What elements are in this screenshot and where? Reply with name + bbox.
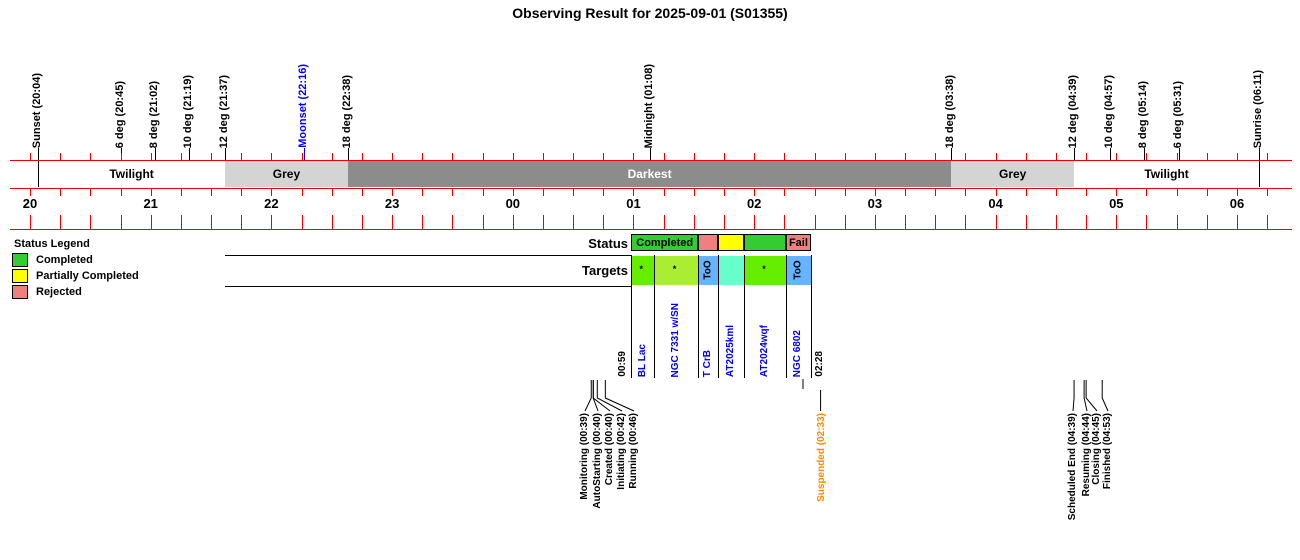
axis-tick (60, 188, 61, 196)
hour-label: 21 (143, 196, 158, 211)
annotation-leader-line (1086, 380, 1097, 411)
axis-tick (664, 153, 665, 160)
axis-tick (935, 188, 936, 196)
schedule-line (225, 255, 631, 256)
axis-tick (996, 188, 997, 196)
sky-event-label: 12 deg (04:39) (1067, 74, 1080, 148)
axis-tick (875, 153, 876, 160)
axis-tick (422, 215, 423, 229)
axis-tick (1146, 215, 1147, 229)
hour-label: 03 (867, 196, 883, 211)
axis-tick (905, 153, 906, 160)
hour-label: 20 (22, 196, 38, 211)
target-boundary-line (654, 255, 655, 378)
axis-tick (271, 215, 272, 229)
axis-bottom-line (10, 229, 1292, 230)
band-bottom-line (10, 188, 1292, 189)
sky-event-tick (1110, 148, 1111, 160)
legend-item-completed (12, 253, 139, 266)
annotation-leader-line (1073, 380, 1074, 411)
hour-label: 23 (384, 196, 400, 211)
axis-tick (90, 153, 91, 160)
axis-tick (694, 188, 695, 196)
sky-event-label: Moonset (22:16) (296, 64, 309, 148)
axis-tick (543, 215, 544, 229)
hour-label: 00 (505, 196, 521, 211)
axis-tick (362, 188, 363, 196)
target-cell (719, 256, 744, 285)
annotation-label: Initiating (00:42) (616, 413, 627, 490)
axis-tick (392, 188, 393, 196)
schedule-line (225, 286, 631, 287)
sky-event-label: 12 deg (21:37) (218, 74, 231, 148)
axis-tick (1026, 215, 1027, 229)
axis-tick (60, 215, 61, 229)
axis-tick (543, 153, 544, 160)
axis-tick (1086, 153, 1087, 160)
sky-event-label: 10 deg (21:19) (181, 74, 194, 148)
axis-tick (392, 215, 393, 229)
hour-label: 02 (746, 196, 762, 211)
axis-tick (965, 153, 966, 160)
axis-tick (452, 153, 453, 160)
axis-tick (1116, 188, 1117, 196)
axis-tick (151, 153, 152, 160)
axis-tick (1086, 215, 1087, 229)
axis-tick (513, 215, 514, 229)
sky-event-tick (650, 148, 651, 160)
sky-event-tick (1144, 148, 1145, 160)
target-boundary-line (786, 255, 787, 378)
axis-tick (603, 215, 604, 229)
target-name: T CrB (701, 349, 713, 377)
axis-tick (1056, 153, 1057, 160)
sky-event-tick (304, 148, 305, 160)
axis-tick (1086, 188, 1087, 196)
annotation-label: Closing (04:45) (1091, 413, 1102, 485)
target-marker-icon: * (762, 264, 766, 274)
target-name: AT2025kml (725, 324, 737, 377)
sky-event-tick (1259, 148, 1260, 160)
status-segment (698, 234, 718, 251)
sky-event-tick (951, 148, 952, 160)
sky-event-label: 10 deg (04:57) (1103, 74, 1116, 148)
axis-tick (1056, 215, 1057, 229)
axis-tick (90, 188, 91, 196)
band-section: Darkest (348, 161, 952, 187)
axis-tick (724, 215, 725, 229)
sky-event-label: Midnight (01:08) (642, 63, 655, 148)
target-name: AT2024wqf (759, 324, 771, 377)
band-edge-line (38, 161, 39, 187)
sky-event-label: 8 deg (05:14) (1137, 80, 1150, 148)
axis-tick (754, 215, 755, 229)
axis-tick (845, 153, 846, 160)
axis-tick (181, 215, 182, 229)
band-section: Grey (951, 161, 1074, 187)
axis-tick (694, 153, 695, 160)
targets-end-time: 02:28 (813, 351, 825, 377)
annotation-label: Created (00:40) (604, 413, 615, 486)
axis-tick (1116, 153, 1117, 160)
axis-tick (1116, 215, 1117, 229)
axis-tick (875, 188, 876, 196)
axis-tick (633, 215, 634, 229)
axis-tick (784, 153, 785, 160)
axis-tick (815, 188, 816, 196)
axis-tick (90, 215, 91, 229)
axis-tick (784, 215, 785, 229)
axis-tick (845, 215, 846, 229)
axis-tick (30, 153, 31, 160)
axis-tick (875, 215, 876, 229)
target-marker-icon: * (672, 264, 677, 274)
axis-tick (151, 215, 152, 229)
axis-tick (60, 153, 61, 160)
axis-tick (965, 215, 966, 229)
completed-swatch-icon (12, 253, 28, 267)
axis-tick (181, 188, 182, 196)
sky-event-label: 6 deg (20:45) (113, 80, 126, 148)
sky-event-tick (155, 148, 156, 160)
sky-event-tick (38, 148, 39, 160)
target-boundary-line (698, 255, 699, 378)
axis-tick (694, 215, 695, 229)
annotation-leader-line (597, 380, 622, 411)
axis-tick (211, 215, 212, 229)
too-badge: ToO (702, 260, 714, 280)
hour-label: 06 (1229, 196, 1245, 211)
status-row-label: Status (588, 236, 628, 251)
axis-tick (422, 153, 423, 160)
annotation-leader-line (605, 380, 634, 411)
axis-tick (181, 153, 182, 160)
axis-tick (392, 153, 393, 160)
axis-tick (1207, 153, 1208, 160)
axis-tick (30, 188, 31, 196)
axis-tick (573, 188, 574, 196)
axis-tick (302, 215, 303, 229)
axis-tick (271, 153, 272, 160)
target-name: BL Lac (636, 343, 648, 377)
axis-tick (905, 188, 906, 196)
axis-tick (1026, 153, 1027, 160)
axis-tick (905, 215, 906, 229)
axis-tick (664, 215, 665, 229)
band-edge-line (1259, 161, 1260, 187)
axis-tick (815, 215, 816, 229)
axis-tick (332, 188, 333, 196)
annotation-leader-line (593, 380, 610, 411)
sky-event-tick (189, 148, 190, 160)
sky-event-label: 18 deg (22:38) (340, 74, 353, 148)
axis-tick (1267, 215, 1268, 229)
targets-row-label: Targets (582, 263, 628, 278)
axis-tick (935, 153, 936, 160)
axis-tick (1026, 188, 1027, 196)
axis-tick (513, 153, 514, 160)
hour-label: 04 (988, 196, 1003, 211)
too-badge: ToO (792, 260, 804, 280)
target-boundary-line (744, 255, 745, 378)
axis-tick (1267, 153, 1268, 160)
partially-completed-swatch-icon (12, 269, 28, 283)
axis-tick (1177, 215, 1178, 229)
sky-event-tick (348, 148, 349, 160)
axis-tick (1207, 188, 1208, 196)
axis-tick (121, 188, 122, 196)
axis-tick (513, 188, 514, 196)
target-boundary-line (811, 255, 812, 378)
targets-start-time: 00:59 (617, 351, 629, 377)
axis-tick (784, 188, 785, 196)
status-legend (12, 238, 139, 298)
axis-tick (241, 188, 242, 196)
hour-label: 22 (264, 196, 279, 211)
axis-tick (1146, 153, 1147, 160)
rejected-swatch-icon (12, 285, 28, 299)
legend-item-partially-completed (12, 269, 139, 282)
legend-item-label: Rejected (36, 285, 82, 298)
axis-tick (30, 215, 31, 229)
axis-tick (724, 153, 725, 160)
axis-tick (271, 188, 272, 196)
annotation-label: Finished (04:53) (1102, 413, 1113, 490)
annotation-leader-line (1102, 380, 1108, 411)
annotation-leader-line (1084, 380, 1087, 411)
axis-tick (121, 153, 122, 160)
axis-tick (452, 215, 453, 229)
axis-tick (332, 215, 333, 229)
annotation-label: Suspended (02:33) (816, 413, 827, 502)
axis-tick (483, 215, 484, 229)
axis-tick (1177, 153, 1178, 160)
axis-tick (1237, 153, 1238, 160)
annotation-label: Scheduled End (04:39) (1067, 413, 1078, 521)
annotation-label: Running (00:46) (628, 413, 639, 489)
annotation-label: Monitoring (00:39) (579, 413, 590, 500)
annotation-label: AutoStarting (00:40) (592, 413, 603, 509)
sky-event-tick (1179, 148, 1180, 160)
status-segment (744, 234, 786, 251)
sky-event-label: Sunrise (06:11) (1252, 69, 1265, 148)
axis-tick (1177, 188, 1178, 196)
axis-tick (1056, 188, 1057, 196)
page-title: Observing Result for 2025-09-01 (S01355) (512, 5, 788, 21)
legend-item-label: Partially Completed (36, 269, 139, 282)
axis-tick (302, 188, 303, 196)
axis-tick (1237, 215, 1238, 229)
band-section: Grey (225, 161, 348, 187)
sky-event-tick (1074, 148, 1075, 160)
axis-tick (483, 153, 484, 160)
status-segment: Fail (786, 234, 810, 251)
axis-tick (151, 188, 152, 196)
axis-tick (573, 215, 574, 229)
axis-tick (845, 188, 846, 196)
target-boundary-line (718, 255, 719, 378)
sky-event-label: Sunset (20:04) (31, 72, 44, 148)
legend-title: Status Legend (14, 238, 90, 250)
axis-tick (332, 153, 333, 160)
axis-tick (302, 153, 303, 160)
axis-tick (633, 153, 634, 160)
axis-tick (543, 188, 544, 196)
legend-item-label: Completed (36, 253, 93, 266)
axis-tick (241, 153, 242, 160)
target-name: NGC 6802 (792, 329, 804, 377)
hour-label: 05 (1109, 196, 1124, 211)
axis-tick (1267, 188, 1268, 196)
axis-tick (754, 188, 755, 196)
axis-tick (754, 153, 755, 160)
annotation-label: Resuming (04:44) (1081, 413, 1092, 497)
sky-event-label: 8 deg (21:02) (147, 80, 160, 148)
sky-event-label: 18 deg (03:38) (944, 74, 957, 148)
axis-tick (211, 153, 212, 160)
target-boundary-line (631, 255, 632, 378)
axis-tick (996, 215, 997, 229)
axis-tick (815, 153, 816, 160)
axis-tick (422, 188, 423, 196)
axis-tick (996, 153, 997, 160)
axis-tick (241, 215, 242, 229)
axis-tick (603, 188, 604, 196)
axis-tick (211, 188, 212, 196)
axis-tick (452, 188, 453, 196)
axis-tick (724, 188, 725, 196)
axis-tick (121, 215, 122, 229)
axis-tick (483, 188, 484, 196)
axis-tick (633, 188, 634, 196)
axis-tick (965, 188, 966, 196)
status-segment (718, 234, 744, 251)
target-marker-icon: * (639, 264, 644, 274)
axis-tick (1237, 188, 1238, 196)
axis-tick (603, 153, 604, 160)
axis-tick (1207, 215, 1208, 229)
target-name: NGC 7331 w/SN (669, 302, 681, 377)
axis-tick (573, 153, 574, 160)
axis-tick (1146, 188, 1147, 196)
annotation-leader-line (585, 380, 591, 411)
band-section: Twilight (1144, 167, 1189, 181)
annotation-leader-line (593, 380, 598, 411)
axis-tick (935, 215, 936, 229)
hour-label: 01 (626, 196, 641, 211)
axis-tick (664, 188, 665, 196)
status-segment: Completed (631, 234, 697, 251)
axis-tick (362, 153, 363, 160)
legend-item-rejected (12, 285, 139, 298)
axis-tick (362, 215, 363, 229)
band-section: Twilight (109, 167, 154, 181)
sky-event-label: 6 deg (05:31) (1171, 80, 1184, 148)
sky-event-tick (225, 148, 226, 160)
